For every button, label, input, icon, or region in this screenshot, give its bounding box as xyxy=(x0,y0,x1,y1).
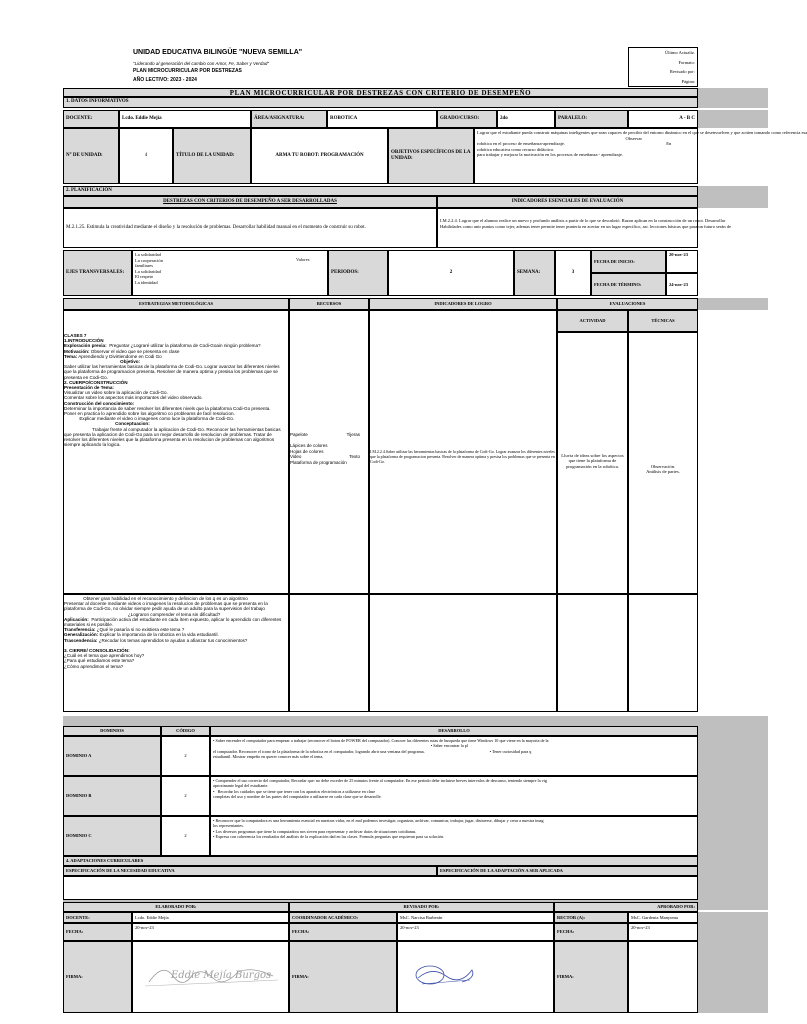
docente-label: DOCENTE: xyxy=(63,110,119,128)
meta-reviewed: Revisado por: xyxy=(669,69,695,74)
section-4-heading: 4. ADAPTACIONES CURRICULARES xyxy=(63,856,698,866)
dominio-a-code: 2 xyxy=(161,736,210,776)
strategy-line: 2. CUERPO/CONSTRUCCIÓN xyxy=(64,379,128,385)
fecha-value-1: 20-nov-23 xyxy=(132,923,289,941)
strategy-line: ¿Cuál es el tema que aprendimos hoy? xyxy=(64,653,145,659)
termino-value: 24-nov-23 xyxy=(666,273,698,296)
strategy-line: ¿Cómo aprendimos el tema? xyxy=(64,663,124,669)
firma-label-1: FIRMA: xyxy=(63,941,132,1013)
recurso-item: Texto xyxy=(349,454,360,460)
strategy-line-label: Motivación: xyxy=(64,348,90,354)
strategy-line: Motivación: Observar el video que se presenta en clase xyxy=(64,348,180,354)
valores-label: Valores xyxy=(296,257,310,262)
dominio-a-text: • Saber encender el computador para empezar a trabajar (reconocer el boton de POWER del computador). Conocer las diferentes rutas de busqueda que tiene Windows 10 que viene en la mayoria de la • Saber encontrar la pl el computador. Reconocer el icono de la plataforma de la robotica en el computador, logrando abrir una ventana del programa. • Tener curiosidad para q estudiantil. Mostrar empeño en querer conocer más sobre el tema. xyxy=(210,736,698,776)
firma-area-1 xyxy=(132,941,289,1013)
area-value: ROBOTICA xyxy=(327,110,437,128)
right-gray-strip-2 xyxy=(698,110,768,128)
strategy-line: 1.INTRODUCCIÓN xyxy=(64,338,104,344)
termino-label: FECHA DE TÉRMINO: xyxy=(591,273,666,296)
strategy-line-label: Trascendencia: xyxy=(64,637,98,643)
strategy-line: Transferencia: ¿Qué le pasaría si no existiera este tema ? xyxy=(64,627,185,633)
inicio-value: 20-nov-23 xyxy=(666,250,698,273)
ejes-value: La solidaridad La cooperación familiares La solidaridad El respeto La identidad xyxy=(132,250,328,296)
signature-2-icon xyxy=(412,960,482,990)
recurso-item: Hojas de colores xyxy=(290,448,324,454)
right-gray-strip-8 xyxy=(698,912,768,1013)
dominio-c-code: 2 xyxy=(161,816,210,856)
recursos-cell-bottom xyxy=(289,594,369,712)
paralelo-value: A - B C xyxy=(628,110,698,128)
strategy-line: Presentación de Tema: xyxy=(64,385,114,391)
logro-text: I.M.2.2.4.Saber utilizar las herramientas basicas de la plataforma de Codi-Go. Lograr avanzar los diferentes niveles que la plataforma de programacion presenta. Resolver de manera optima y presisa los problemas que se presenta en Codi-Go. xyxy=(370,449,555,464)
right-gray-strip-7 xyxy=(698,856,768,900)
logro-cell-bottom xyxy=(369,594,557,712)
indicador-text: I.M.2.2.4. Lograr que el alumno realice un nuevo y profundo análisis a partir de lo que se descubrió. Razon aplican en la construcción de un robot. Desarrollar Habilidades como unir puntos como tejer, ademas tener permite tener puntería en acertar en un lugar especifico, asi. lecciones básicas que para un futuro serán de xyxy=(437,208,698,248)
coord-label: COORDINADOR ACADÉMICO: xyxy=(289,912,397,923)
ejes-label: EJES TRANSVERSALES: xyxy=(63,250,132,296)
periodos-label: PERIODOS: xyxy=(328,250,388,296)
section-2-heading: 2. PLANIFICACIÓN xyxy=(63,186,698,196)
estrategias-block-1 xyxy=(64,333,287,447)
semana-label: SEMANA: xyxy=(514,250,555,296)
semana-value: 3 xyxy=(555,250,591,296)
th-tecnicas: TÉCNICAS xyxy=(628,310,698,332)
strategy-line: Trabajar frente al computador la aplicacion de Codi-Go. Reconocer las herramientas basicas que presenta la aplicacion de Codi-Go para un mejor desarrollo de resolucion de problemas. Tratar de resolver los diferentes niveles que la plataforma presenta en la resolucion de problemas con algoritmos siempre aplicando la logica. xyxy=(64,426,282,448)
actividad-cell-bottom xyxy=(557,594,628,712)
th-logro: INDICADORES DE LOGRO xyxy=(369,298,557,310)
school-year: AÑO LECTIVO: 2023 - 2024 xyxy=(133,77,197,83)
doc-type: PLAN MICROCURRICULAR POR DESTREZAS xyxy=(133,68,242,74)
adaptaciones-body xyxy=(63,876,698,900)
firma-area-2 xyxy=(397,941,554,1013)
destrezas-header: DESTREZAS CON CRITERIOS DE DESEMPEÑO A SER DESARROLLADAS xyxy=(63,196,437,208)
section-1-heading: 1. DATOS INFORMATIVOS xyxy=(63,97,698,108)
meta-format: Formato: xyxy=(678,60,695,65)
firma-label-2: FIRMA: xyxy=(289,941,397,1013)
rector-label: RECTOR (A): xyxy=(554,912,628,923)
unidad-value: 4 xyxy=(119,128,173,184)
dominio-b-name: DOMINIO B xyxy=(63,776,161,816)
meta-page: Página: xyxy=(681,79,695,84)
objetivos-label: OBJETIVOS ESPECÍFICOS DE LA UNIDAD: xyxy=(388,128,474,184)
dominio-c-text: • Reconocer que la computadora es una herramienta esencial en nuestras vidas, en el mal podemos investigar, organizar, archivar, comunicar, trabajar, jugar, distraerse, dibujar y crear a nuestra imag los representantes. • Los diversos programas que tiene la computadora nos sirven para representar y archivar datos de situaciones cotidianas. • Expresa con coherencia los resultados del análisis de la explicación dad en las clases. Formula preguntas que requieran para su solución. xyxy=(210,816,698,856)
meta-updated: Último Actualiz. xyxy=(665,50,695,55)
strategy-line: Obtener gran habilidad en el reconocimiento y definicion de los q es un algoritmo Presentar al docente mediante videos o imagenes la resolucion de problemas que se presenta en la plataforma de Codi-Go, no olvidar siempre pedir ayuda de un adulto para la supervision del trabajo xyxy=(64,596,325,612)
fecha-value-3: 20-nov-23 xyxy=(628,923,698,941)
signature-1-text: Eddie Mejía Burgos xyxy=(171,970,272,981)
fecha-label-2: FECHA: xyxy=(289,923,397,941)
titulo-label: TÍTULO DE LA UNIDAD: xyxy=(173,128,251,184)
strategy-line: Poner en practica lo aprendido sobre los algoritmo co probleams de facil resolucion. xyxy=(64,411,235,417)
dominio-c-name: DOMINIO C xyxy=(63,816,161,856)
docente-value: Lcdo. Eddie Mejía xyxy=(119,110,251,128)
docente-sign-label: DOCENTE: xyxy=(63,912,132,923)
tecnicas-text: Observación. Análisis de partes. xyxy=(646,464,680,475)
coord-value: MsC. Narcisa Barberán xyxy=(397,912,554,923)
strategy-line-label: Exploración previa: xyxy=(64,343,107,349)
plan-title: PLAN MICROCURRICULAR POR DESTREZAS CON CRITERIO DE DESEMPEÑO xyxy=(63,88,698,97)
right-gray-strip-6 xyxy=(698,726,768,856)
strategy-line: Saber utilizar las herramientas basicas de la plataforma de Codi-Go. Lograr avanzar los diferentes niveles que la plataforma de programacion presenta. Resolver de manera optima y presisa los problemas que se presenta en Codi-Go. xyxy=(64,364,281,380)
strategy-line: Visualizar un video sobre la aplicación de Codi-Go. xyxy=(64,390,168,396)
area-label: ÁREA/ASIGNATURA: xyxy=(251,110,327,128)
strategy-line: Construcción del conocimiento: xyxy=(64,400,135,406)
th-actividad: ACTIVIDAD xyxy=(557,310,628,332)
recurso-item: Plataforma de programación xyxy=(290,459,347,465)
th-elaborado: ELABORADO POR: xyxy=(63,902,289,912)
strategy-line: Exploración previa: Preguntar ¿Lograré utilizar la plataforma de Codi-Goain ningún problema? xyxy=(64,343,261,349)
strategy-line: Explicar mediante el video o imagenes como luce la plataforma de Codi-Go. xyxy=(64,416,235,422)
objetivos-value: Lograr que el estudiante pueda construir máquinas inteligentes que sean capaces de percibir del entorno dinámico en el que se desenvuelven y que actúen tomando como referencia esa Observar robótica en el proceso de enseñanza-aprendizaje. En robótica educativa como recurso didáctico. para trabajar y mejorar la motivación en los procesos de enseñanza - aprendizaje. xyxy=(474,128,698,184)
dominio-a-name: DOMINIO A xyxy=(63,736,161,776)
right-gray-strip-5 xyxy=(63,716,768,726)
right-gray-strip xyxy=(698,88,768,108)
recurso-item: Papelote xyxy=(290,432,308,437)
strategy-line: Generalización: Explicar la importancia de la robotica en la vida estudiantil. xyxy=(64,632,219,638)
fecha-label-1: FECHA: xyxy=(63,923,132,941)
indicadores-header: INDICADORES ESENCIALES DE EVALUACIÓN xyxy=(437,196,698,208)
inicio-label: FECHA DE INICIO: xyxy=(591,250,666,273)
th-adaptacion: ESPECIFICACIÓN DE LA ADAPTACIÓN A SER APLICADA xyxy=(437,866,698,876)
grado-label: GRADO/CURSO: xyxy=(437,110,497,128)
paralelo-label: PARALELO: xyxy=(555,110,628,128)
rector-value: MsC. Gardenia Manyoma xyxy=(628,912,698,923)
fecha-label-3: FECHA: xyxy=(554,923,628,941)
tecnicas-cell-bottom xyxy=(628,594,698,712)
signature-1-icon xyxy=(143,954,283,994)
titulo-value: ARMA TU ROBOT: PROGRAMACIÓN xyxy=(251,128,388,184)
unidad-label: N° DE UNIDAD: xyxy=(63,128,119,184)
th-necesidad: ESPECIFICACIÓN DE LA NECESIDAD EDUCATIVA xyxy=(63,866,437,876)
th-aprobado: APROBADO POR: xyxy=(554,902,698,912)
strategy-line: 3. CIERRE/ CONSOLIDACIÓN: xyxy=(64,648,130,654)
school-name: UNIDAD EDUCATIVA BILINGÜE "NUEVA SEMILLA" xyxy=(133,49,303,56)
th-recursos: RECURSOS xyxy=(289,298,369,310)
tecnicas-cell xyxy=(628,332,698,594)
periodos-value: 2 xyxy=(388,250,514,296)
fecha-value-2: 20-nov-23 xyxy=(397,923,554,941)
strategy-line: Tema: Aprendiendo y Divirtiendome en Codi Go xyxy=(64,353,162,359)
recurso-item: Lápices de colores xyxy=(290,443,328,449)
firma-area-3 xyxy=(628,941,698,1013)
meta-box xyxy=(628,47,698,87)
strategy-line-label: Tema: xyxy=(64,353,78,359)
destreza-text: M.2.1.25. Estimula la creatividad mediante el diseño y la resolución de problemas. Desarrollar habilidad manual en el momento de construir su robot. xyxy=(63,208,437,248)
dominio-b-code: 2 xyxy=(161,776,210,816)
recurso-item: Video xyxy=(290,454,302,460)
th-desarrollo: DESARROLLO xyxy=(210,726,698,736)
grado-value: 2do xyxy=(497,110,555,128)
school-motto: "Liderando al generación del cambio con Amor, Fe, Saber y Verdad" xyxy=(133,61,269,66)
strategy-line: ¿Para qué estudiamos este tema? xyxy=(64,658,135,664)
th-codigo: CÓDIGO xyxy=(161,726,210,736)
docente-sign-value: Lcdo. Eddie Mejía xyxy=(132,912,289,923)
th-evaluaciones: EVALUACIONES xyxy=(557,298,698,310)
firma-label-3: FIRMA: xyxy=(554,941,628,1013)
strategy-line: Comentar sobre los aspectos más importantes del video observado. xyxy=(64,395,203,401)
strategy-line: Trascendencia: ¿Recodar los temas aprendidos te ayudan a afianzar tus conocimientos? xyxy=(64,637,248,643)
strategy-line: ¿Lograron comprender el tema sin dificultad? xyxy=(64,611,221,617)
strategy-line-label: Generalización: xyxy=(64,632,99,638)
right-gray-strip-3 xyxy=(698,186,768,208)
strategy-line: Objetivo: xyxy=(64,359,141,365)
recurso-item: Tijeras xyxy=(346,432,360,437)
strategy-line: CLASES 7 xyxy=(64,333,87,338)
actividad-text: Lluvia de ideas sobre los aspectos que tiene la plataforma de programación en la robótica. xyxy=(561,453,624,469)
strategy-line: Determinar la importancia de saber resolver los diferentes nivels que la plataforma Codi-Go presenta. xyxy=(64,405,271,411)
th-revisado: REVISADO POR: xyxy=(289,902,554,912)
recursos-list xyxy=(290,432,368,466)
recurso-row xyxy=(290,460,368,466)
th-dominios: DOMINIOS xyxy=(63,726,161,736)
strategy-line: Conceptuacion: xyxy=(64,421,150,427)
strategy-line-label: Transferencia: xyxy=(64,627,96,633)
strategy-line: Aplicación: Participación activa del estudiante en cada ítem expuesto, aplicar lo aprendido con diferentes materiales si es posible. xyxy=(64,616,283,628)
th-estrategias: ESTRATEGIAS METODOLÓGICAS xyxy=(63,298,289,310)
estrategias-block-2 xyxy=(64,596,325,669)
dominio-b-text: • Comprender el uso correcto del computador, Recordar que: no debe exceder de 25 minutos frente al computador. En ese período debe incluirse breves intervalos de descanso, teniendo siempre la vig aproximante legal del estudiante. • Recordar los cuidados que se tiene que tener con los aparatos electrónicos a utilizarse en clase completas del uso y nombre de las partes del computador a utilizarse en cada clase que se desarrolle. xyxy=(210,776,698,816)
right-gray-strip-4 xyxy=(698,298,768,310)
strategy-line-label: Aplicación: xyxy=(64,616,89,622)
recurso-item xyxy=(360,460,368,466)
